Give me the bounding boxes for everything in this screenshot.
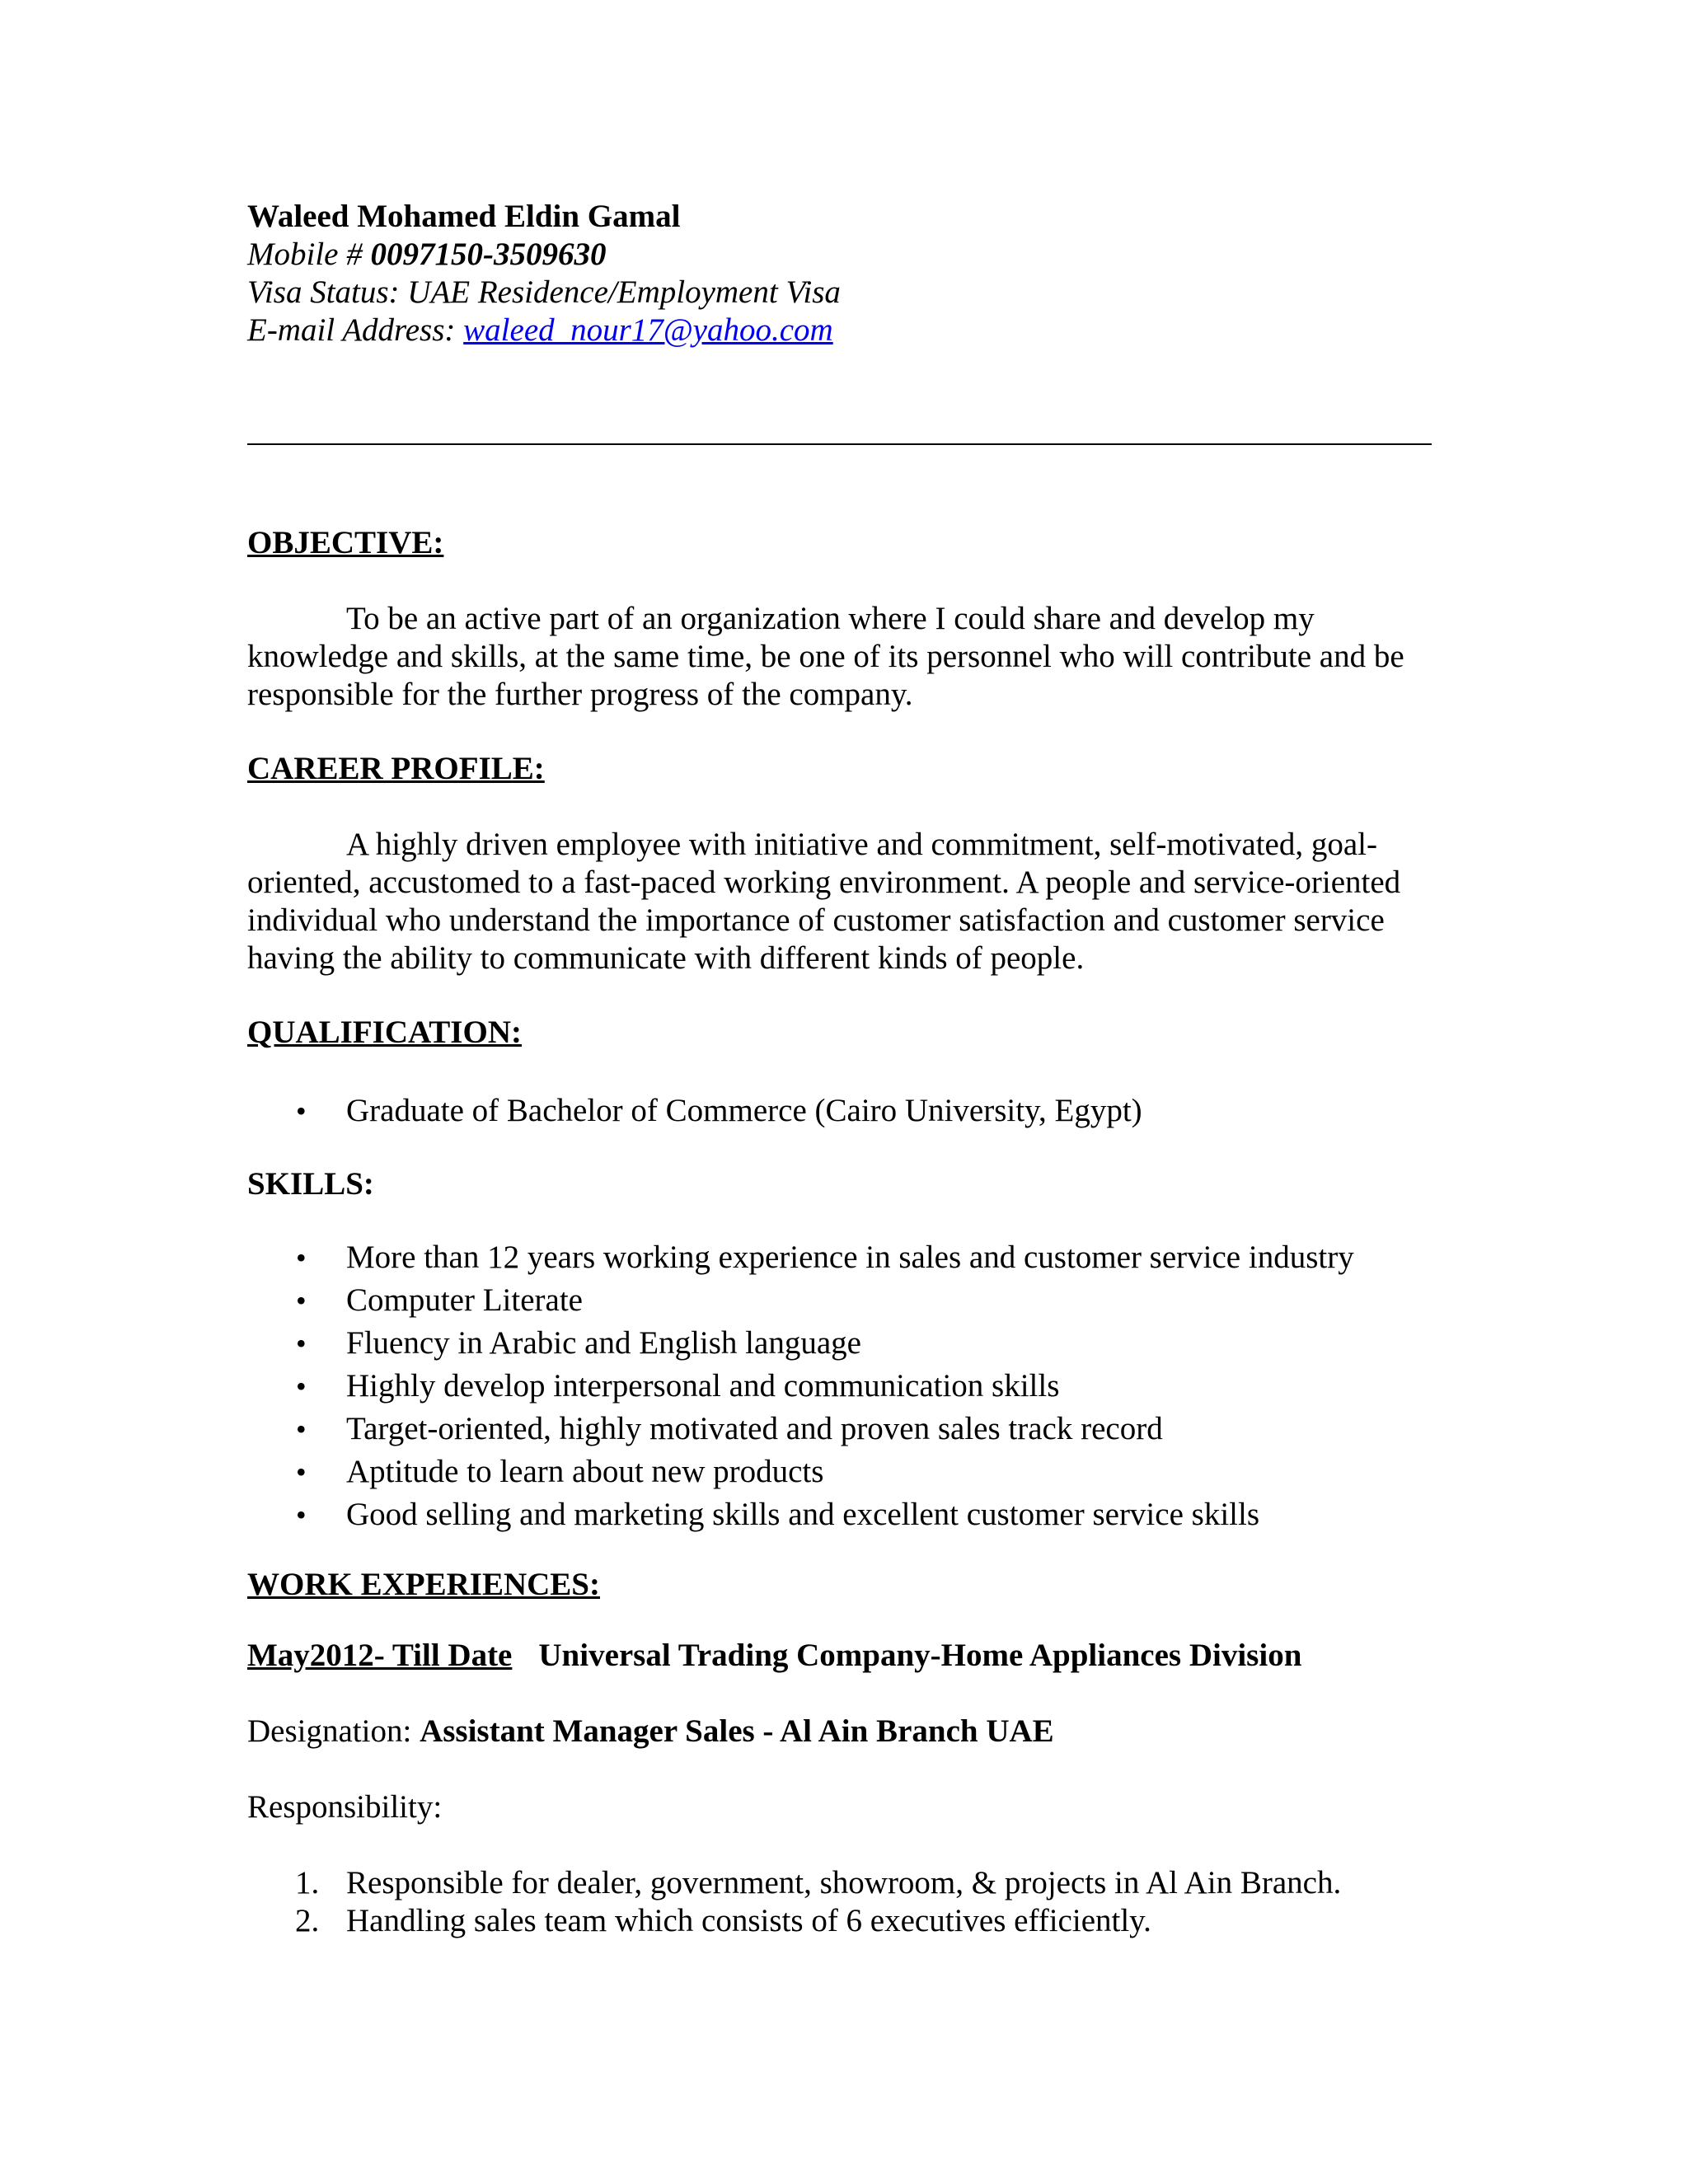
candidate-name: Waleed Mohamed Eldin Gamal bbox=[247, 199, 681, 234]
bullet-icon: • bbox=[296, 1284, 307, 1317]
list-number: 2. bbox=[295, 1903, 320, 1938]
list-number: 1. bbox=[295, 1865, 320, 1900]
list-item: • More than 12 years working experience in sales and customer service industry bbox=[247, 1236, 1354, 1279]
career-profile-text: A highly driven employee with initiative and commitment, self-motivated, goal-oriented, accustomed to a fast-paced working environment. A people and service-oriented individual who understand the importance of customer satisfaction and customer service having the ability to communicate with different kinds of people. bbox=[247, 827, 1401, 976]
bullet-icon: • bbox=[296, 1241, 307, 1274]
visa-status: Visa Status: UAE Residence/Employment Visa bbox=[247, 274, 841, 310]
list-item: • Aptitude to learn about new products bbox=[247, 1451, 1354, 1493]
job-title-line bbox=[247, 1637, 1301, 1675]
mobile-line bbox=[247, 236, 606, 274]
job-period: May2012- Till Date bbox=[247, 1638, 513, 1673]
email-line bbox=[247, 312, 833, 349]
responsibility-label: Responsibility: bbox=[247, 1789, 443, 1825]
bullet-icon: • bbox=[296, 1327, 307, 1360]
designation-line bbox=[247, 1713, 1054, 1750]
career-profile-paragraph bbox=[247, 826, 1434, 977]
bullet-icon: • bbox=[296, 1498, 307, 1531]
list-item: • Target-oriented, highly motivated and proven sales track record bbox=[247, 1408, 1354, 1451]
list-item: 1. Responsible for dealer, government, showroom, & projects in Al Ain Branch. bbox=[295, 1865, 1342, 1900]
qualification-list bbox=[247, 1090, 1142, 1132]
mobile-number: 0097150-3509630 bbox=[370, 237, 607, 272]
email-link[interactable]: waleed_nour17@yahoo.com bbox=[463, 312, 833, 348]
career-profile-heading: CAREER PROFILE: bbox=[247, 751, 545, 786]
bullet-icon: • bbox=[296, 1455, 307, 1488]
list-item: • Graduate of Bachelor of Commerce (Cairo University, Egypt) bbox=[247, 1090, 1142, 1132]
resume-page bbox=[247, 0, 1434, 2184]
designation-label: Designation: bbox=[247, 1713, 420, 1749]
bullet-icon: • bbox=[296, 1094, 307, 1127]
responsibility-list bbox=[247, 1864, 1341, 1940]
list-item: 2. Handling sales team which consists of 6 executives efficiently. bbox=[295, 1903, 1151, 1938]
bullet-icon: • bbox=[296, 1370, 307, 1403]
company-name: Universal Trading Company-Home Appliances Division bbox=[538, 1638, 1302, 1673]
list-item: • Highly develop interpersonal and communication skills bbox=[247, 1365, 1354, 1408]
list-item: • Fluency in Arabic and English language bbox=[247, 1322, 1354, 1365]
skills-list bbox=[247, 1236, 1354, 1536]
skills-heading: SKILLS: bbox=[247, 1166, 374, 1202]
list-item: • Computer Literate bbox=[247, 1279, 1354, 1322]
mobile-label: Mobile # bbox=[247, 237, 371, 272]
bullet-icon: • bbox=[296, 1413, 307, 1446]
qualification-heading: QUALIFICATION: bbox=[247, 1015, 522, 1050]
objective-text: To be an active part of an organization where I could share and develop my knowledge and skills, at the same time, be one of its personnel who will contribute and be responsible for the further progress of the company. bbox=[247, 601, 1404, 712]
email-label: E-mail Address: bbox=[247, 312, 464, 348]
work-experience-heading: WORK EXPERIENCES: bbox=[247, 1567, 600, 1602]
designation-value: Assistant Manager Sales - Al Ain Branch UAE bbox=[420, 1713, 1054, 1749]
header-divider bbox=[247, 443, 1432, 445]
objective-heading: OBJECTIVE: bbox=[247, 525, 444, 560]
list-item: • Good selling and marketing skills and excellent customer service skills bbox=[247, 1493, 1354, 1536]
objective-paragraph bbox=[247, 600, 1434, 714]
